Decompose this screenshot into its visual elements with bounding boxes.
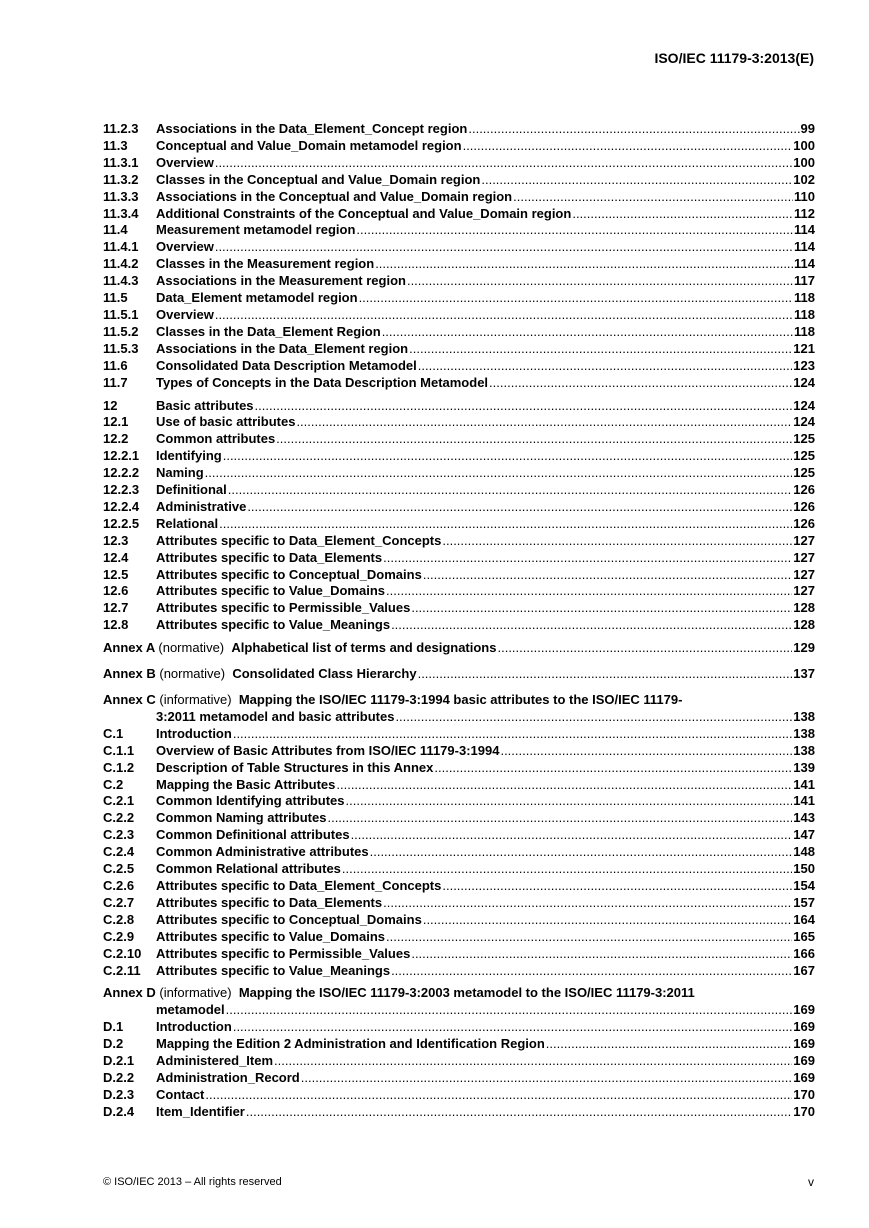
toc-entry[interactable] [103,499,815,516]
section-number: C.2.2 [103,810,135,826]
page-number: 141 [793,793,815,809]
toc-entry[interactable] [103,1087,815,1104]
section-number: C.1.2 [103,759,135,775]
annex-type: (informative) [159,692,232,707]
page-number: 124 [793,397,815,413]
section-number: D.2.3 [103,1086,135,1102]
section-number: 11.2.3 [103,121,139,136]
annex-type: (normative) [158,640,225,656]
page-number: 138 [793,725,815,741]
section-title: Additional Constraints of the Conceptual and Value_Domain region [156,205,572,221]
leader-dots [205,1087,792,1104]
toc-entry[interactable] [103,878,815,895]
annex-title-line1: Mapping the ISO/IEC 11179-3:1994 basic attributes to the ISO/IEC 11179- [238,692,683,707]
page-number: 147 [793,827,815,843]
leader-dots [386,929,792,946]
leader-dots [247,499,792,516]
leader-dots [215,307,793,324]
leader-dots [296,414,792,431]
toc-entry[interactable] [103,138,815,155]
section-title: Attributes specific to Value_Meanings [156,617,391,633]
section-number: D.2 [103,1036,124,1052]
page-number: 126 [793,498,815,514]
page-number: 137 [793,666,815,682]
section-number: 12 [103,397,118,413]
toc-entry[interactable] [103,465,815,482]
section-number: 11.3.3 [103,188,139,204]
section-title: Classes in the Measurement region [156,256,375,272]
leader-dots [411,600,792,617]
section-title: Common attributes [156,431,276,447]
section-number: 11.7 [103,374,128,390]
toc-entry[interactable] [103,222,815,239]
leader-dots [500,743,792,760]
toc-entry[interactable] [103,567,815,584]
leader-dots [246,1104,792,1121]
toc-entry[interactable] [103,341,815,358]
section-title: Contact [156,1086,205,1102]
section-title: Use of basic attributes [156,414,296,430]
toc-annex-d-heading-cont[interactable] [103,1002,815,1019]
leader-dots [418,666,793,683]
page-number: 112 [794,205,815,221]
section-number: 12.2.2 [103,465,140,481]
toc-entry[interactable] [103,375,815,392]
section-number: 11.6 [103,357,128,373]
leader-dots [342,861,792,878]
toc-entry[interactable] [103,482,815,499]
section-number: 12.2.4 [103,498,140,514]
section-title: Consolidated Data Description Metamodel [156,357,417,373]
toc-entry[interactable] [103,777,815,794]
toc-entry[interactable] [103,1070,815,1087]
leader-dots [497,640,792,657]
leader-dots [370,844,793,861]
leader-dots [434,760,792,777]
toc-entry[interactable] [103,414,815,431]
section-number: 11.3 [103,137,128,153]
footer-page-number: v [808,1175,814,1189]
section-number: D.2.2 [103,1069,135,1085]
toc-annex-c-items [103,726,815,980]
leader-dots [233,1019,792,1036]
section-title: Associations in the Data_Element_Concept region [156,121,468,136]
page-number: 139 [793,759,815,775]
section-number: 11.5.2 [103,323,139,339]
leader-dots [468,121,799,138]
section-number: C.1.1 [103,742,135,758]
page-number: 100 [793,137,815,153]
section-title: Attributes specific to Conceptual_Domains [156,566,422,582]
section-title: Common Definitional attributes [156,827,350,843]
toc-entry[interactable] [103,358,815,375]
annex-label: Annex C [103,692,156,707]
toc-entry[interactable] [103,431,815,448]
page-number: 138 [793,742,815,758]
section-number: C.2.10 [103,945,142,961]
leader-dots [382,324,793,341]
section-title: Associations in the Data_Element region [156,340,409,356]
section-number: C.2.4 [103,844,135,860]
section-title: Overview [156,154,214,170]
leader-dots [481,172,792,189]
page-number: 170 [793,1103,815,1119]
section-number: 11.5.1 [103,306,139,322]
toc-entry[interactable] [103,448,815,465]
page-number: 143 [793,810,815,826]
section-title: Administered_Item [156,1053,274,1069]
toc-entry[interactable] [103,726,815,743]
leader-dots [418,358,793,375]
page-number: 138 [793,708,815,724]
page-number: 114 [794,222,815,238]
section-title: Types of Concepts in the Data Description Metamodel [156,374,489,390]
section-number: 12.7 [103,600,129,616]
toc-annex-c-heading-cont[interactable] [103,709,815,726]
toc-entry[interactable] [103,583,815,600]
annex-title-line2: 3:2011 metamodel and basic attributes [156,708,395,724]
leader-dots [255,398,793,415]
leader-dots [407,273,793,290]
section-title: Item_Identifier [156,1103,245,1119]
section-number: C.2.3 [103,827,135,843]
section-title: Administrative [156,498,247,514]
page-number: 124 [793,374,815,390]
page-number: 114 [794,256,815,272]
section-title: Associations in the Measurement region [156,273,406,289]
section-title: Measurement metamodel region [156,222,356,238]
leader-dots [215,155,792,172]
leader-dots [463,138,793,155]
section-number: C.2.9 [103,928,135,944]
page-number: 127 [793,532,815,548]
leader-dots [391,963,792,980]
toc-entry[interactable] [103,516,815,533]
page-number: 129 [793,640,815,656]
page-number: 169 [793,1002,815,1018]
toc-entry[interactable] [103,324,815,341]
leader-dots [375,256,793,273]
toc-entry[interactable] [103,743,815,760]
section-title: Attributes specific to Conceptual_Domains [156,911,422,927]
page-number: 121 [793,340,815,356]
page-number: 165 [793,928,815,944]
page-number: 170 [793,1086,815,1102]
toc-entry[interactable] [103,844,815,861]
toc-annex-c-heading[interactable] [103,692,815,709]
leader-dots [383,895,792,912]
section-number: C.1 [103,725,124,741]
page-number: 126 [793,482,815,498]
section-number: 12.1 [103,414,129,430]
leader-dots [489,375,792,392]
copyright-notice: © ISO/IEC 2013 – All rights reserved [103,1176,282,1188]
section-number: C.2.11 [103,962,141,978]
leader-dots [276,431,792,448]
toc-entry[interactable] [103,600,815,617]
leader-dots [423,567,792,584]
section-number: C.2.1 [103,793,135,809]
page-number: 169 [793,1053,815,1069]
section-number: C.2.7 [103,894,135,910]
section-title: Mapping the Edition 2 Administration and Identification Region [156,1036,545,1052]
leader-dots [391,617,792,634]
section-title: Attributes specific to Data_Element_Concepts [156,532,442,548]
section-title: Overview [156,306,214,322]
section-title: Conceptual and Value_Domain metamodel region [156,137,462,153]
annex-label: Annex B [103,666,156,682]
section-title: Attributes specific to Value_Domains [156,928,386,944]
section-title: Classes in the Conceptual and Value_Domain region [156,171,481,187]
section-number: 11.3.1 [103,154,139,170]
annex-type: (informative) [159,985,232,1001]
toc-group-11 [103,121,815,392]
section-number: 11.3.4 [103,205,139,221]
page-number: 118 [794,290,815,306]
page-number: 102 [793,171,815,187]
section-title: Attributes specific to Permissible_Values [156,945,411,961]
toc-entry[interactable] [103,793,815,810]
annex-title: Consolidated Class Hierarchy [232,666,417,682]
toc-entry[interactable] [103,827,815,844]
section-title: Common Relational attributes [156,861,341,877]
section-title: Description of Table Structures in this Annex [156,759,434,775]
section-number: 12.2 [103,431,129,447]
section-number: 12.6 [103,583,129,599]
leader-dots [301,1070,793,1087]
section-number: 11.4.2 [103,256,139,272]
leader-dots [359,290,793,307]
leader-dots [411,946,792,963]
leader-dots [274,1053,792,1070]
section-title: Classes in the Data_Element Region [156,323,381,339]
section-number: D.1 [103,1019,124,1035]
section-number: C.2 [103,776,124,792]
section-number: 12.2.5 [103,515,140,531]
section-number: C.2.8 [103,911,135,927]
toc-entry[interactable] [103,533,815,550]
annex-type: (normative) [159,666,226,682]
page-number: 100 [793,154,815,170]
leader-dots [228,482,793,499]
page-number: 157 [793,894,815,910]
section-number: 11.5 [103,290,128,306]
section-title: Associations in the Conceptual and Value_Domain region [156,188,513,204]
toc-entry[interactable] [103,929,815,946]
toc-entry[interactable] [103,290,815,307]
leader-dots [356,222,793,239]
section-title: Attributes specific to Data_Element_Concepts [156,877,442,893]
toc-entry[interactable] [103,273,815,290]
section-number: D.2.1 [103,1053,135,1069]
section-title: Naming [156,465,204,481]
section-title: Common Identifying attributes [156,793,345,809]
section-title: Introduction [156,725,232,741]
page-number: 169 [793,1036,815,1052]
leader-dots [423,912,792,929]
page-number: 167 [793,962,815,978]
toc-entry[interactable] [103,121,815,138]
page-number: 110 [794,188,815,204]
section-title: Data_Element metamodel region [156,290,358,306]
toc-annex-a[interactable] [103,640,815,657]
section-title: Introduction [156,1019,232,1035]
page-number: 141 [793,776,815,792]
section-title: Common Naming attributes [156,810,327,826]
section-number: 11.4 [103,222,128,238]
leader-dots [546,1036,793,1053]
document-id: ISO/IEC 11179-3:2013(E) [654,50,814,66]
leader-dots [395,709,792,726]
leader-dots [351,827,793,844]
toc-group-12 [103,398,815,635]
toc-entry[interactable] [103,172,815,189]
toc-entry[interactable] [103,1036,815,1053]
toc-entry[interactable] [103,946,815,963]
section-number: 12.2.3 [103,482,140,498]
section-number: C.2.5 [103,861,135,877]
annex-label: Annex A [103,640,155,656]
leader-dots [226,1002,793,1019]
section-title: Attributes specific to Data_Elements [156,549,383,565]
page-number: 125 [793,431,815,447]
section-title: Relational [156,515,219,531]
annex-title-line2: metamodel [156,1002,225,1018]
toc-entry[interactable] [103,550,815,567]
page-number: 123 [793,357,815,373]
section-number: 11.3.2 [103,171,139,187]
page-number: 154 [793,877,815,893]
section-title: Attributes specific to Value_Meanings [156,962,391,978]
page-number: 169 [793,1069,815,1085]
toc-entry[interactable] [103,1019,815,1036]
leader-dots [442,878,792,895]
page-number: 127 [793,566,815,582]
leader-dots [513,189,793,206]
section-number: 12.4 [103,549,129,565]
leader-dots [442,533,792,550]
toc-entry[interactable] [103,912,815,929]
page-number: 117 [794,273,815,289]
section-title: Overview of Basic Attributes from ISO/IEC 11179-3:1994 [156,742,500,758]
section-title: Administration_Record [156,1069,300,1085]
toc-entry[interactable] [103,810,815,827]
page-number: 114 [794,239,815,255]
section-number: 12.5 [103,566,129,582]
section-number: C.2.6 [103,877,135,893]
toc-entry[interactable] [103,1053,815,1070]
section-title: Definitional [156,482,227,498]
page-number: 128 [793,600,815,616]
page-number: 125 [793,448,815,464]
toc-entry[interactable] [103,617,815,634]
leader-dots [383,550,792,567]
section-title: Mapping the Basic Attributes [156,776,336,792]
page-number: 125 [793,465,815,481]
leader-dots [386,583,792,600]
section-number: 11.4.1 [103,239,139,255]
toc-entry[interactable] [103,189,815,206]
toc-entry[interactable] [103,155,815,172]
leader-dots [409,341,792,358]
section-number: 12.8 [103,617,129,633]
toc-annex-d-heading[interactable] [103,985,815,1002]
table-of-contents [103,121,815,1121]
section-number: 11.5.3 [103,340,139,356]
toc-annex-d-items [103,1019,815,1120]
toc-entry[interactable] [103,206,815,223]
toc-entry[interactable] [103,760,815,777]
page-number: 126 [793,515,815,531]
page-number: 99 [800,121,815,136]
section-title: Basic attributes [156,397,254,413]
toc-entry[interactable] [103,1104,815,1121]
toc-entry[interactable] [103,239,815,256]
page-number: 148 [793,844,815,860]
section-title: Identifying [156,448,222,464]
annex-title: Alphabetical list of terms and designations [231,640,497,656]
page-number: 124 [793,414,815,430]
leader-dots [223,448,793,465]
toc-entry[interactable] [103,963,815,980]
page-number: 118 [794,323,815,339]
leader-dots [215,239,793,256]
page-number: 164 [793,911,815,927]
leader-dots [205,465,793,482]
toc-entry[interactable] [103,861,815,878]
section-title: Overview [156,239,214,255]
section-number: 12.2.1 [103,448,140,464]
section-title: Common Administrative attributes [156,844,369,860]
toc-entry[interactable] [103,895,815,912]
section-title: Attributes specific to Permissible_Values [156,600,411,616]
toc-entry[interactable] [103,256,815,273]
page-number: 127 [793,549,815,565]
toc-entry[interactable] [103,398,815,415]
toc-annex-b[interactable] [103,666,815,683]
section-number: 12.3 [103,532,129,548]
annex-label: Annex D [103,985,156,1001]
page-number: 150 [793,861,815,877]
section-title: Attributes specific to Data_Elements [156,894,383,910]
page-number: 169 [793,1019,815,1035]
leader-dots [327,810,792,827]
leader-dots [336,777,792,794]
leader-dots [233,726,792,743]
section-number: D.2.4 [103,1103,135,1119]
leader-dots [572,206,793,223]
toc-entry[interactable] [103,307,815,324]
section-number: 11.4.3 [103,273,139,289]
annex-title-line1: Mapping the ISO/IEC 11179-3:2003 metamodel to the ISO/IEC 11179-3:2011 [238,985,695,1001]
page-number: 118 [794,306,815,322]
section-title: Attributes specific to Value_Domains [156,583,386,599]
page-number: 127 [793,583,815,599]
leader-dots [346,793,793,810]
page-number: 128 [793,617,815,633]
leader-dots [219,516,792,533]
page-number: 166 [793,945,815,961]
